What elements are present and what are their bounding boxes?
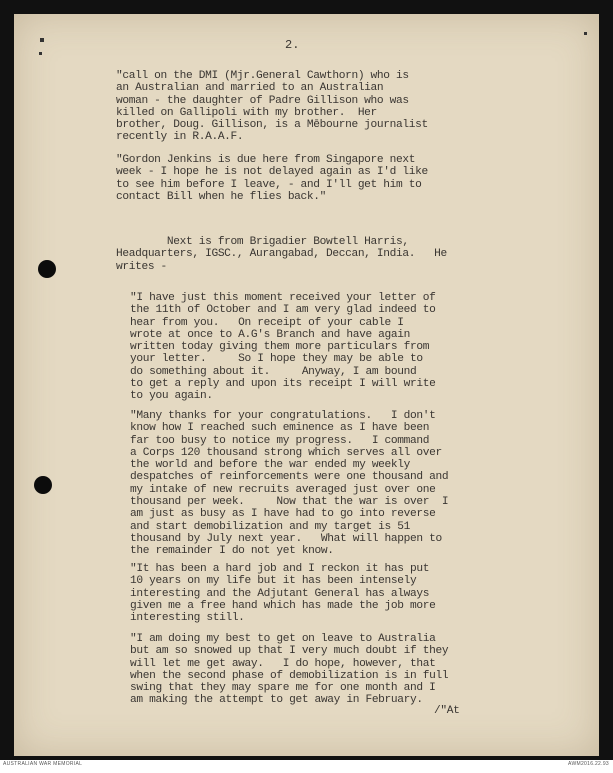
- paragraph-intro-harris: Next is from Brigadier Bowtell Harris, Headquarters, IGSC., Aurangabad, Deccan, India. He writes -: [116, 236, 447, 273]
- punch-hole-top: [38, 260, 56, 278]
- continuation-marker: /"At: [434, 705, 460, 717]
- paragraph-dmi: "call on the DMI (Mjr.General Cawthorn) who is an Australian and married to an Australian woman - the daughter of Padre Gillison who was killed on Gallipoli with my brother. Her brother, Doug. Gillison, is a Mēbourne journalist recently in R.A.A.F.: [116, 70, 428, 144]
- pin-mark-right: [584, 32, 587, 35]
- archive-footer: [0, 760, 613, 773]
- paragraph-hard-job: "It has been a hard job and I reckon it has put 10 years on my life but it has been intensely interesting and the Adjutant General has always given me a free hand which has made the job more interesting still.: [130, 563, 436, 625]
- paragraph-leave: "I am doing my best to get on leave to Australia but am so snowed up that I very much doubt if they will let me get away. I do hope, however, that when the second phase of demobilization is in full swing that they may spare me for one month and I am making the attempt to get away in February.: [130, 633, 449, 707]
- footer-reference: AWM2016.22.93: [568, 761, 609, 767]
- footer-archive-name: AUSTRALIAN WAR MEMORIAL: [3, 761, 83, 767]
- pin-mark-top: [40, 38, 44, 42]
- punch-hole-bottom: [34, 476, 52, 494]
- paragraph-congratulations: "Many thanks for your congratulations. I don't know how I reached such eminence as I have been far too busy to notice my progress. I command a Corps 120 thousand strong which serves all over the world and before the war ended my weekly despatches of reinforcements were one thousand and my intake of new recruits averaged just over one thousand per week. Now that the war is over I am just as busy as I have had to go into reverse and start demobilization and my target is 51 thousand by July next year. What will happen to the remainder I do not yet know.: [130, 410, 449, 558]
- page-number: 2.: [285, 38, 300, 52]
- paragraph-gordon-jenkins: "Gordon Jenkins is due here from Singapore next week - I hope he is not delayed again as I'd like to see him before I leave, - and I'll get him to contact Bill when he flies back.": [116, 154, 428, 203]
- paragraph-letter-received: "I have just this moment received your letter of the 11th of October and I am very glad indeed to hear from you. On receipt of your cable I wrote at once to A.G's Branch and have again written today giving them more particulars from your letter. So I hope they may be able to do something about it. Anyway, I am bound to get a reply and upon its receipt I will write to you again.: [130, 292, 436, 403]
- document-page: [14, 14, 599, 756]
- pin-mark-left: [39, 52, 42, 55]
